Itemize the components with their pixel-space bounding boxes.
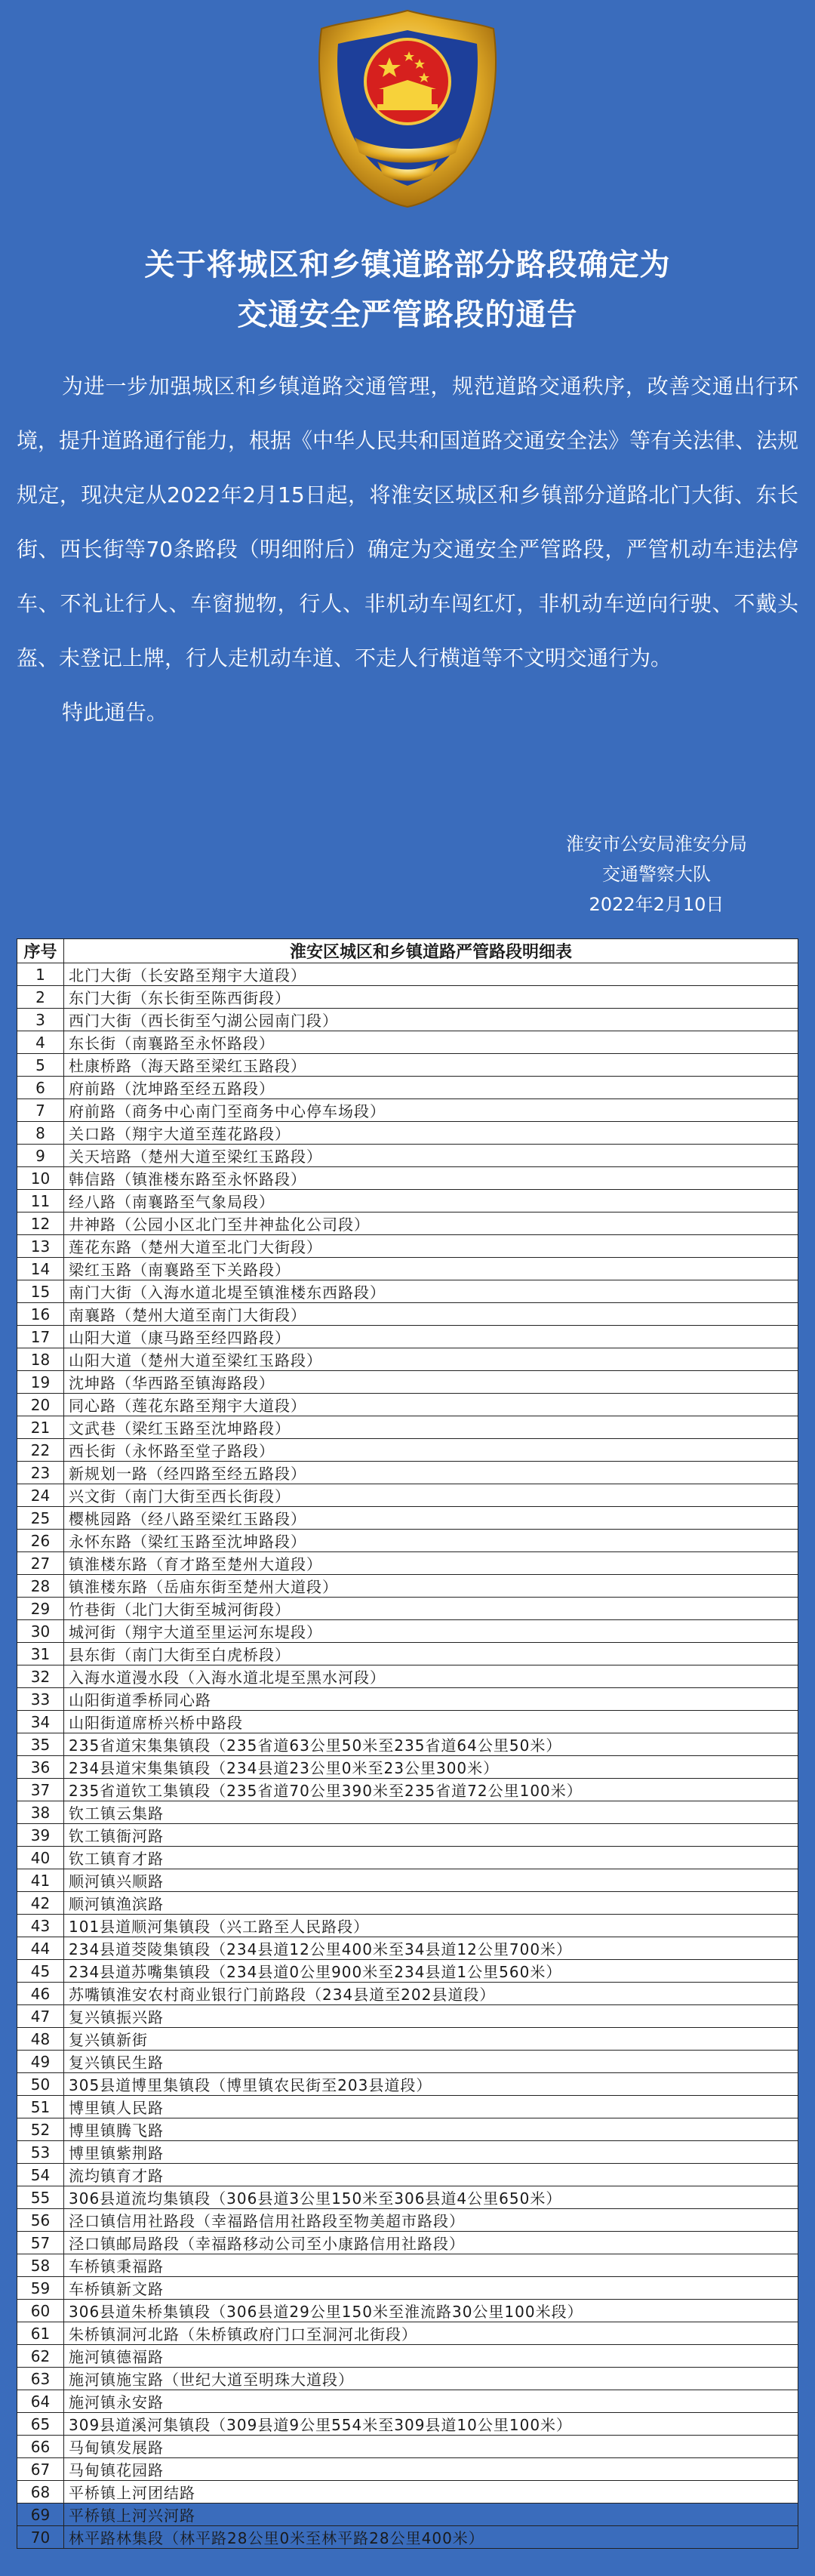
row-index: 25 [17,1507,64,1530]
row-index: 17 [17,1326,64,1348]
row-road-name: 北门大街（长安路至翔宇大道段） [64,963,798,986]
row-road-name: 莲花东路（楚州大道至北门大街段） [64,1235,798,1258]
row-road-name: 235省道宋集集镇段（235省道63公里50米至235省道64公里50米） [64,1733,798,1756]
table-row [17,2051,798,2073]
row-road-name: 府前路（商务中心南门至商务中心停车场段） [64,1099,798,1122]
row-road-name: 竹巷街（北门大街至城河街段） [64,1598,798,1620]
notice-body [17,359,798,740]
row-index: 43 [17,1915,64,1937]
row-road-name: 施河镇施宝路（世纪大道至明珠大道段） [64,2368,798,2390]
table-row [17,1507,798,1530]
notice-title-line2: 交通安全严管路段的通告 [237,297,578,332]
table-row [17,1983,798,2005]
row-road-name: 钦工镇育才路 [64,1847,798,1869]
table-row [17,2322,798,2345]
row-index: 62 [17,2345,64,2368]
row-road-name: 山阳街道席桥兴桥中路段 [64,1711,798,1733]
row-road-name: 东门大街（东长街至陈西街段） [64,986,798,1009]
row-road-name: 306县道流均集镇段（306县道3公里150米至306县道4公里650米） [64,2186,798,2209]
row-road-name: 施河镇德福路 [64,2345,798,2368]
row-index: 28 [17,1575,64,1598]
row-index: 41 [17,1869,64,1892]
table-row [17,2141,798,2164]
table-row [17,1937,798,1960]
table-row [17,2504,798,2526]
row-index: 27 [17,1552,64,1575]
row-road-name: 樱桃园路（经八路至梁红玉路段） [64,1507,798,1530]
table-row [17,2390,798,2413]
row-road-name: 复兴镇振兴路 [64,2005,798,2028]
row-index: 2 [17,986,64,1009]
row-index: 56 [17,2209,64,2232]
row-index: 36 [17,1756,64,1779]
table-row [17,1915,798,1937]
road-list-table [17,938,798,2549]
row-index: 69 [17,2504,64,2526]
row-road-name: 城河街（翔宇大道至里运河东堤段） [64,1620,798,1643]
row-index: 31 [17,1643,64,1665]
row-road-name: 山阳大道（楚州大道至梁红玉路段） [64,1348,798,1371]
table-row [17,2118,798,2141]
row-road-name: 沈坤路（华西路至镇海路段） [64,1371,798,1394]
table-row [17,1620,798,1643]
row-road-name: 306县道朱桥集镇段（306县道29公里150米至淮流路30公里100米段） [64,2300,798,2322]
row-index: 42 [17,1892,64,1915]
row-index: 47 [17,2005,64,2028]
notice-title-line1: 关于将城区和乡镇道路部分路段确定为 [144,248,671,282]
table-row [17,1235,798,1258]
row-index: 54 [17,2164,64,2186]
row-road-name: 经八路（南襄路至气象局段） [64,1190,798,1213]
row-road-name: 复兴镇民生路 [64,2051,798,2073]
signature-block [536,829,777,920]
row-road-name: 山阳街道季桥同心路 [64,1688,798,1711]
row-index: 55 [17,2186,64,2209]
row-road-name: 镇淮楼东路（岳庙东街至楚州大道段） [64,1575,798,1598]
table-row [17,1416,798,1439]
table-row [17,2073,798,2096]
row-road-name: 同心路（莲花东路至翔宇大道段） [64,1394,798,1416]
table-row [17,1530,798,1552]
row-road-name: 车桥镇秉福路 [64,2254,798,2277]
row-road-name: 234县道苏嘴集镇段（234县道0公里900米至234县道1公里560米） [64,1960,798,1983]
table-row [17,986,798,1009]
table-row [17,1665,798,1688]
table-row [17,1484,798,1507]
table-row [17,1394,798,1416]
table-row [17,2300,798,2322]
signature-date: 2022年2月10日 [589,894,724,915]
row-road-name: 101县道顺河集镇段（兴工路至人民路段） [64,1915,798,1937]
row-index: 58 [17,2254,64,2277]
table-row [17,1711,798,1733]
table-row [17,2526,798,2549]
row-index: 13 [17,1235,64,1258]
table-row [17,2481,798,2504]
row-road-name: 马甸镇花园路 [64,2458,798,2481]
row-road-name: 西长街（永怀路至堂子路段） [64,1439,798,1462]
row-index: 32 [17,1665,64,1688]
table-row [17,2209,798,2232]
road-list-table-container [17,938,798,2547]
row-index: 46 [17,1983,64,2005]
row-index: 65 [17,2413,64,2436]
row-road-name: 永怀东路（梁红玉路至沈坤路段） [64,1530,798,1552]
row-index: 70 [17,2526,64,2549]
row-road-name: 南襄路（楚州大道至南门大街段） [64,1303,798,1326]
notice-paragraph-closing: 特此通告。 [62,700,168,725]
row-index: 16 [17,1303,64,1326]
table-row [17,1303,798,1326]
row-road-name: 马甸镇发展路 [64,2436,798,2458]
row-index: 48 [17,2028,64,2051]
table-row [17,2254,798,2277]
row-index: 33 [17,1688,64,1711]
row-index: 14 [17,1258,64,1280]
row-road-name: 关天培路（楚州大道至梁红玉路段） [64,1145,798,1167]
table-row [17,2345,798,2368]
row-index: 6 [17,1077,64,1099]
row-index: 29 [17,1598,64,1620]
row-index: 22 [17,1439,64,1462]
table-row [17,1348,798,1371]
table-row [17,2186,798,2209]
row-road-name: 梁红玉路（南襄路至下关路段） [64,1258,798,1280]
row-road-name: 钦工镇衙河路 [64,1824,798,1847]
table-row [17,2458,798,2481]
table-row [17,1552,798,1575]
table-row [17,1145,798,1167]
row-road-name: 流均镇育才路 [64,2164,798,2186]
row-road-name: 博里镇腾飞路 [64,2118,798,2141]
table-row [17,1280,798,1303]
table-header-title: 淮安区城区和乡镇道路严管路段明细表 [64,939,798,963]
police-emblem-icon [305,5,510,210]
row-index: 7 [17,1099,64,1122]
row-index: 50 [17,2073,64,2096]
row-road-name: 顺河镇渔滨路 [64,1892,798,1915]
row-index: 52 [17,2118,64,2141]
row-index: 45 [17,1960,64,1983]
table-body [17,963,798,2549]
row-index: 5 [17,1054,64,1077]
row-index: 11 [17,1190,64,1213]
table-row [17,1099,798,1122]
table-row [17,1371,798,1394]
row-road-name: 新规划一路（经四路至经五路段） [64,1462,798,1484]
row-index: 23 [17,1462,64,1484]
row-index: 38 [17,1801,64,1824]
row-road-name: 车桥镇新文路 [64,2277,798,2300]
table-row [17,2232,798,2254]
table-row [17,1733,798,1756]
table-row [17,1801,798,1824]
row-index: 59 [17,2277,64,2300]
row-road-name: 山阳大道（康马路至经四路段） [64,1326,798,1348]
row-road-name: 南门大街（入海水道北堤至镇淮楼东西路段） [64,1280,798,1303]
row-road-name: 234县道宋集集镇段（234县道23公里0米至23公里300米） [64,1756,798,1779]
table-row [17,1190,798,1213]
row-index: 21 [17,1416,64,1439]
table-row [17,1213,798,1235]
table-row [17,1575,798,1598]
row-road-name: 235省道钦工集镇段（235省道70公里390米至235省道72公里100米） [64,1779,798,1801]
notice-title [0,240,815,340]
row-road-name: 西门大街（西长街至勺湖公园南门段） [64,1009,798,1031]
table-row [17,1824,798,1847]
row-index: 67 [17,2458,64,2481]
row-road-name: 兴文街（南门大街至西长街段） [64,1484,798,1507]
row-road-name: 林平路林集段（林平路28公里0米至林平路28公里400米） [64,2526,798,2549]
table-row [17,2005,798,2028]
row-road-name: 井神路（公园小区北门至井神盐化公司段） [64,1213,798,1235]
row-road-name: 309县道溪河集镇段（309县道9公里554米至309县道10公里100米） [64,2413,798,2436]
row-index: 57 [17,2232,64,2254]
row-index: 44 [17,1937,64,1960]
table-row [17,1167,798,1190]
row-road-name: 施河镇永安路 [64,2390,798,2413]
table-row [17,1756,798,1779]
notice-paragraph-main: 为进一步加强城区和乡镇道路交通管理，规范道路交通秩序，改善交通出行环境，提升道路通行能力，根据《中华人民共和国道路交通安全法》等有关法律、法规规定，现决定从2022年2月15日起，将淮安区城区和乡镇部分道路北门大街、东长街、西长街等70条路段（明细附后）确定为交通安全严管路段，严管机动车违法停车、不礼让行人、车窗抛物，行人、非机动车闯红灯，非机动车逆向行驶、不戴头盔、未登记上牌，行人走机动车道、不走人行横道等不文明交通行为。 [17,374,799,670]
row-road-name: 入海水道漫水段（入海水道北堤至黑水河段） [64,1665,798,1688]
row-road-name: 韩信路（镇淮楼东路至永怀路段） [64,1167,798,1190]
table-header-index: 序号 [17,939,64,963]
row-index: 53 [17,2141,64,2164]
table-row [17,2436,798,2458]
row-road-name: 镇淮楼东路（育才路至楚州大道段） [64,1552,798,1575]
table-row [17,1122,798,1145]
row-index: 40 [17,1847,64,1869]
row-index: 63 [17,2368,64,2390]
row-index: 64 [17,2390,64,2413]
table-row [17,1077,798,1099]
row-road-name: 305县道博里集镇段（博里镇农民街至203县道段） [64,2073,798,2096]
row-index: 60 [17,2300,64,2322]
row-road-name: 顺河镇兴顺路 [64,1869,798,1892]
row-index: 30 [17,1620,64,1643]
row-road-name: 东长街（南襄路至永怀路段） [64,1031,798,1054]
row-road-name: 关口路（翔宇大道至莲花路段） [64,1122,798,1145]
table-row [17,2413,798,2436]
row-road-name: 文武巷（梁红玉路至沈坤路段） [64,1416,798,1439]
row-index: 39 [17,1824,64,1847]
table-row [17,1462,798,1484]
row-road-name: 府前路（沈坤路至经五路段） [64,1077,798,1099]
row-road-name: 博里镇人民路 [64,2096,798,2118]
row-road-name: 平桥镇上河兴河路 [64,2504,798,2526]
table-header-row [17,939,798,963]
row-index: 12 [17,1213,64,1235]
table-row [17,1439,798,1462]
table-row [17,2028,798,2051]
signature-org2: 交通警察大队 [602,864,711,885]
table-row [17,1869,798,1892]
row-index: 51 [17,2096,64,2118]
row-index: 34 [17,1711,64,1733]
table-row [17,1688,798,1711]
table-row [17,2368,798,2390]
table-row [17,2277,798,2300]
row-index: 37 [17,1779,64,1801]
row-index: 66 [17,2436,64,2458]
row-index: 4 [17,1031,64,1054]
row-road-name: 钦工镇云集路 [64,1801,798,1824]
table-row [17,2164,798,2186]
table-row [17,1960,798,1983]
row-index: 15 [17,1280,64,1303]
row-road-name: 苏嘴镇淮安农村商业银行门前路段（234县道至202县道段） [64,1983,798,2005]
row-road-name: 泾口镇邮局路段（幸福路移动公司至小康路信用社路段） [64,2232,798,2254]
signature-org1: 淮安市公安局淮安分局 [566,834,747,855]
table-row [17,1598,798,1620]
table-row [17,2096,798,2118]
table-row [17,1326,798,1348]
row-index: 61 [17,2322,64,2345]
row-index: 26 [17,1530,64,1552]
row-road-name: 泾口镇信用社路段（幸福路信用社路段至物美超市路段） [64,2209,798,2232]
table-row [17,1258,798,1280]
row-index: 20 [17,1394,64,1416]
row-index: 35 [17,1733,64,1756]
row-index: 10 [17,1167,64,1190]
row-index: 18 [17,1348,64,1371]
table-row [17,1031,798,1054]
row-index: 1 [17,963,64,986]
row-road-name: 朱桥镇洞河北路（朱桥镇政府门口至洞河北街段） [64,2322,798,2345]
row-road-name: 复兴镇新街 [64,2028,798,2051]
table-row [17,1054,798,1077]
row-road-name: 平桥镇上河团结路 [64,2481,798,2504]
row-index: 3 [17,1009,64,1031]
row-road-name: 博里镇紫荆路 [64,2141,798,2164]
row-index: 49 [17,2051,64,2073]
table-row [17,1009,798,1031]
row-road-name: 234县道茭陵集镇段（234县道12公里400米至34县道12公里700米） [64,1937,798,1960]
row-road-name: 杜康桥路（海天路至梁红玉路段） [64,1054,798,1077]
table-row [17,963,798,986]
row-index: 24 [17,1484,64,1507]
table-row [17,1892,798,1915]
row-index: 9 [17,1145,64,1167]
table-row [17,1847,798,1869]
row-index: 68 [17,2481,64,2504]
table-row [17,1643,798,1665]
table-row [17,1779,798,1801]
row-index: 8 [17,1122,64,1145]
row-index: 19 [17,1371,64,1394]
row-road-name: 县东街（南门大街至白虎桥段） [64,1643,798,1665]
